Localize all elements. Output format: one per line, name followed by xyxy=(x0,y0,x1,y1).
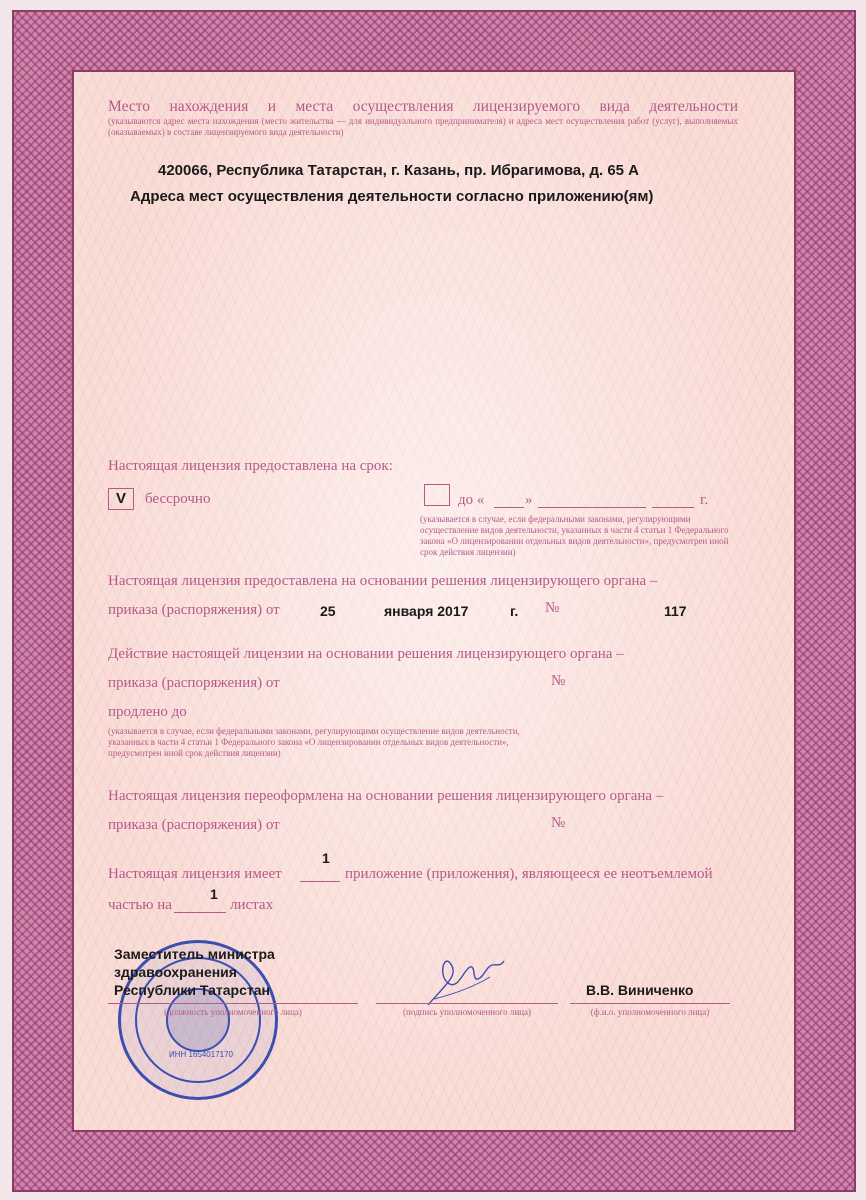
basis-day: 25 xyxy=(320,603,336,619)
name-caption: (ф.и.о. уполномоченного лица) xyxy=(590,1007,710,1017)
basis-number-sign: № xyxy=(545,600,560,616)
handwritten-signature xyxy=(420,955,510,1015)
basis-order-prefix: приказа (распоряжения) от xyxy=(108,602,280,618)
signer-position-line3: Республики Татарстан xyxy=(114,982,270,998)
until-year-suffix: г. xyxy=(700,492,709,508)
appendix-count-line xyxy=(300,881,340,882)
until-checkbox[interactable] xyxy=(424,484,450,506)
appendix-sheets: 1 xyxy=(210,886,218,902)
extension-number-sign: № xyxy=(551,673,566,689)
appendix-suffix: приложение (приложения), являющееся ее неотъемлемой xyxy=(345,866,713,882)
extended-until-label: продлено до xyxy=(108,704,187,720)
signer-position-line2: здравоохранения xyxy=(114,964,237,980)
until-prefix: до « xyxy=(458,492,485,508)
until-note: (указывается в случае, если федеральными законами, регулирующими осуществление видов деятельности, указанных в части 4 статьи 1 Федерального закона «О лицензировании отдельных видов деятельности», предусмотрен иной срок действия лицензии) xyxy=(420,514,729,557)
section-title-location: Место нахождения и места осуществления лицензируемого вида деятельности xyxy=(108,98,738,115)
extension-order-prefix: приказа (распоряжения) от xyxy=(108,675,280,691)
extension-note: (указывается в случае, если федеральными законами, регулирующими осуществление видов деятельности, указанных в части 4 статьи 1 Федерального закона «О лицензировании отдельных видов деятельности», предусмотрен иной срок действия лицензии) xyxy=(108,726,520,758)
appendix-part-prefix: частью на xyxy=(108,897,172,913)
location-note: (указываются адрес места нахождения (место жительства — для индивидуального предпринимателя) и адреса мест осуществления работ (услуг), выполняемых (оказываемых) в составе лицензируемого вида деятельности) xyxy=(108,116,738,137)
reissue-order-prefix: приказа (распоряжения) от xyxy=(108,817,280,833)
signer-name: В.В. Виниченко xyxy=(586,982,694,998)
basis-month-year: января 2017 xyxy=(384,603,469,619)
extension-label: Действие настоящей лицензии на основании решения лицензирующего органа – xyxy=(108,646,624,662)
signature-line xyxy=(376,1003,558,1004)
until-mid: » xyxy=(525,492,533,508)
address-line: 420066, Республика Татарстан, г. Казань, пр. Ибрагимова, д. 65 А xyxy=(158,162,640,179)
position-caption: (должность уполномоченного лица) xyxy=(164,1007,302,1017)
seal-inn: ИНН 1654017170 xyxy=(168,1050,234,1059)
position-line xyxy=(108,1003,358,1004)
activity-addresses-line: Адреса мест осуществления деятельности согласно приложению(ям) xyxy=(130,188,654,205)
basis-number: 117 xyxy=(664,603,687,619)
unlimited-label: бессрочно xyxy=(145,491,211,507)
until-year-line xyxy=(652,507,694,508)
term-label: Настоящая лицензия предоставлена на срок: xyxy=(108,458,393,474)
signature-caption: (подпись уполномоченного лица) xyxy=(403,1007,531,1017)
signer-position-line1: Заместитель министра xyxy=(114,946,275,962)
until-day-line xyxy=(494,507,524,508)
unlimited-checkbox[interactable]: V xyxy=(108,488,134,510)
until-month-line xyxy=(538,507,646,508)
appendix-sheets-line xyxy=(174,912,226,913)
appendix-count: 1 xyxy=(322,850,330,866)
basis-label: Настоящая лицензия предоставлена на основании решения лицензирующего органа – xyxy=(108,573,658,589)
reissue-label: Настоящая лицензия переоформлена на основании решения лицензирующего органа – xyxy=(108,788,664,804)
name-line xyxy=(570,1003,730,1004)
reissue-number-sign: № xyxy=(551,815,566,831)
basis-year-suffix: г. xyxy=(510,603,519,619)
appendix-part-suffix: листах xyxy=(230,897,274,913)
appendix-prefix: Настоящая лицензия имеет xyxy=(108,866,282,882)
